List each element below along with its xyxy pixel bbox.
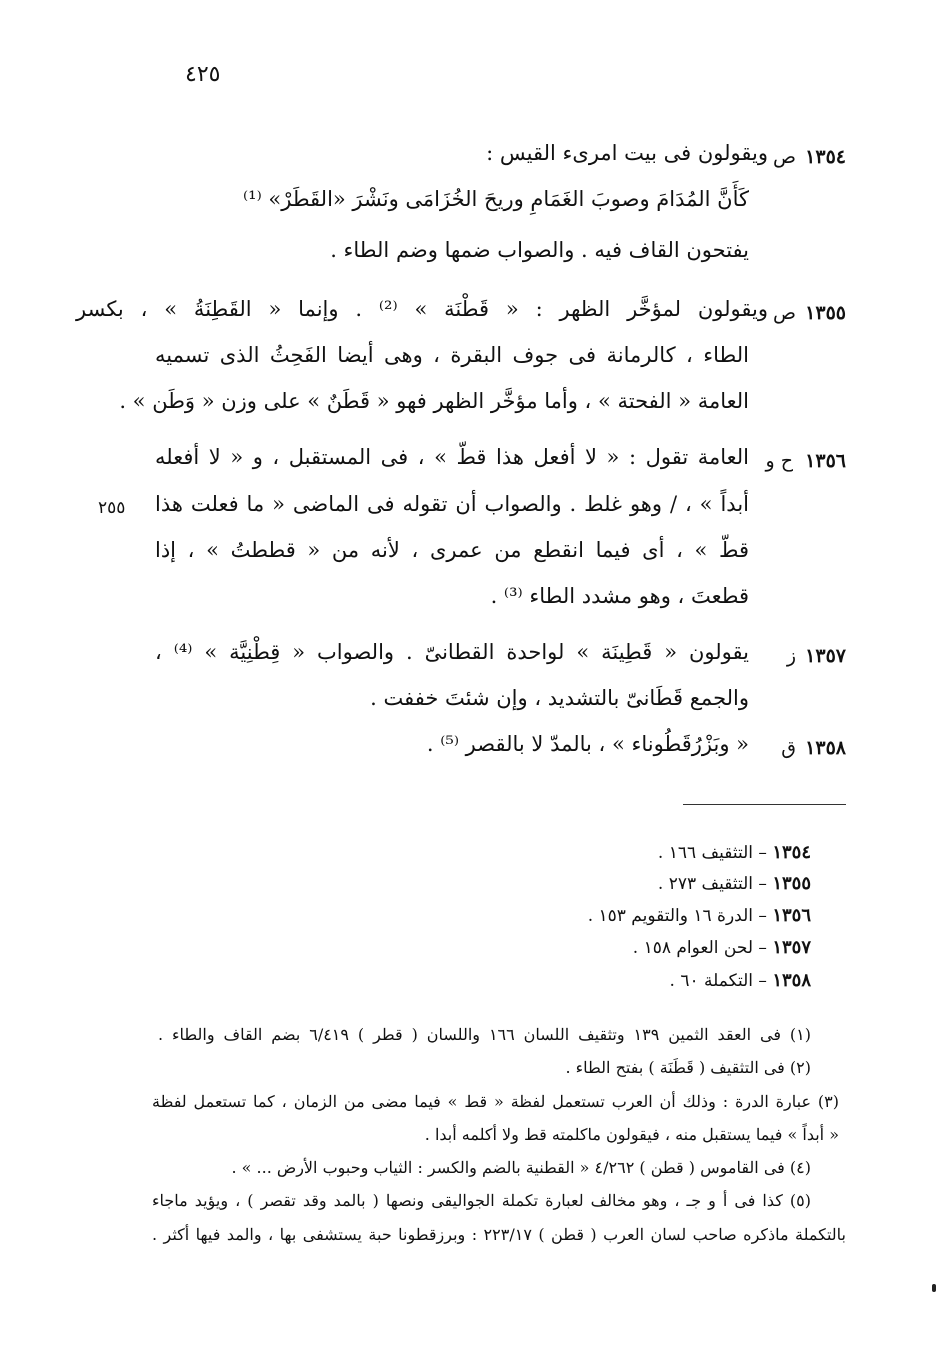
entry-number: ١٣٥٧: [805, 645, 846, 667]
entry-source-code: ق: [781, 737, 796, 759]
source-number: ١٣٥٦: [772, 905, 811, 926]
source-reference: ١٣٥٤ – التثقيف ١٦٦ .: [657, 842, 811, 863]
entry-source-code: ص: [773, 302, 796, 324]
entry-line: قطّ » ، أى فيما انقطع من عمرى ، لأنه من « قططتُ » ، إذا: [155, 538, 749, 562]
source-text: التثقيف ١٦٦ .: [657, 843, 754, 863]
footnote: (٣) عبارة الدرة : وذلك أن العرب تستعمل لفظة « قط » فيما مضى من الزمان ، كما تستعمل لفظة: [152, 1092, 839, 1111]
entry-line: قطعتَ ، وهو مشدد الطاء ⁽³⁾ .: [490, 584, 749, 608]
entry-line: يقولون « قَطِينَة » لواحدة القطانىّ . والصواب « قِطْنِيَّة » ⁽⁴⁾ ،: [155, 640, 749, 664]
entry-line: والجمع قَطَانىّ بالتشديد ، وإن شئتَ خففت .: [370, 686, 749, 710]
footnote: (٥) كذا فى أ و جـ ، وهو مخالف لعبارة تكملة الجواليقى ونصها ( بالمد وقد تقصر ) ، ويؤيد ماجاء: [152, 1191, 811, 1210]
entry-source-code: ص: [773, 146, 796, 168]
entry-line: الطاء ، كالرمانة فى جوف البقرة ، وهى أيضا الفَحِثُ الذى تسميه: [155, 343, 749, 367]
margin-page-reference: ٢٥٥: [98, 498, 126, 518]
entry-number: ١٣٥٦: [805, 450, 846, 472]
footnote: بالتكملة ماذكره صاحب لسان العرب ( قطن ) ٢٢٣/١٧ : وبرزقطونا حبة يستشفى بها ، والمد فيها أكثر .: [152, 1225, 847, 1244]
source-reference: ١٣٥٦ – الدرة ١٦ والتقويم ١٥٣ .: [587, 905, 811, 926]
entry-number: ١٣٥٥: [805, 302, 846, 324]
footnote: « أبداً » فيما يستقبل منه ، فيقولون ماكلمته قط ولا أكلمه أبدا .: [424, 1125, 839, 1144]
source-text: التثقيف ٢٧٣ .: [657, 874, 754, 894]
source-number: ١٣٥٧: [772, 937, 811, 958]
entry-line: العامة تقول : « لا أفعل هذا قطّ » ، فى المستقبل ، و « لا أفعله: [155, 445, 749, 469]
footnote: (٢) فى التثقيف ( قَطَنَة ) بفتح الطاء .: [565, 1058, 811, 1077]
source-reference: ١٣٥٧ – لحن العوام ١٥٨ .: [632, 937, 811, 958]
footnote: (١) فى العقد الثمين ١٣٩ وتثقيف اللسان ١٦٦ واللسان ( قطر ) ٦/٤١٩ بضم القاف والطاء .: [158, 1025, 812, 1044]
source-reference: ١٣٥٥ – التثقيف ٢٧٣ .: [657, 873, 811, 894]
source-number: ١٣٥٤: [772, 842, 811, 863]
entry-line: ويقولون فى بيت امرىء القيس :: [486, 141, 768, 165]
source-text: التكملة ٦٠ .: [669, 971, 754, 991]
footnote-divider: [683, 804, 846, 805]
entry-line: العامة « الفحتة » ، وأما مؤخَّر الظهر فهو « قَطَنٌ » على وزن « وَطَن » .: [119, 389, 749, 413]
entry-source-code: ح و: [765, 450, 793, 472]
source-text: لحن العوام ١٥٨ .: [632, 938, 754, 958]
footnote: (٤) فى القاموس ( قطن ) ٤/٢٦٢ « القطنية بالضم والكسر : الثياب وحبوب الأرض ... » .: [231, 1158, 811, 1177]
source-reference: ١٣٥٨ – التكملة ٦٠ .: [669, 970, 811, 991]
entry-number: ١٣٥٨: [805, 737, 846, 759]
entry-line: يفتحون القاف فيه . والصواب ضمها وضم الطاء .: [330, 238, 749, 262]
entry-line: أبداً » ، / وهو غلط . والصواب أن تقوله فى الماضى « ما فعلت هذا: [155, 492, 749, 516]
entry-number: ١٣٥٤: [805, 146, 846, 168]
source-number: ١٣٥٥: [772, 873, 811, 894]
source-number: ١٣٥٨: [772, 970, 811, 991]
poem-verse: كَأَنَّ المُدَامَ وصوبَ الغَمَامِ وريحَ الخُزَامَى ونَشْرَ «القَطَرْ» ⁽¹⁾: [242, 187, 749, 211]
source-text: الدرة ١٦ والتقويم ١٥٣ .: [587, 906, 754, 926]
entry-source-code: ز: [786, 645, 796, 667]
page-number: ٤٢٥: [185, 62, 221, 87]
entry-line: « وبَزْرُقَطُوناء » ، بالمدّ لا بالقصر ⁽⁵⁾ .: [426, 732, 749, 756]
scan-mark: [932, 1284, 936, 1292]
entry-line: ويقولون لمؤخَّر الظهر : « قَطْنَة » ⁽²⁾ . وإنما « القَطِنَةُ » ، بكسر: [76, 297, 768, 321]
